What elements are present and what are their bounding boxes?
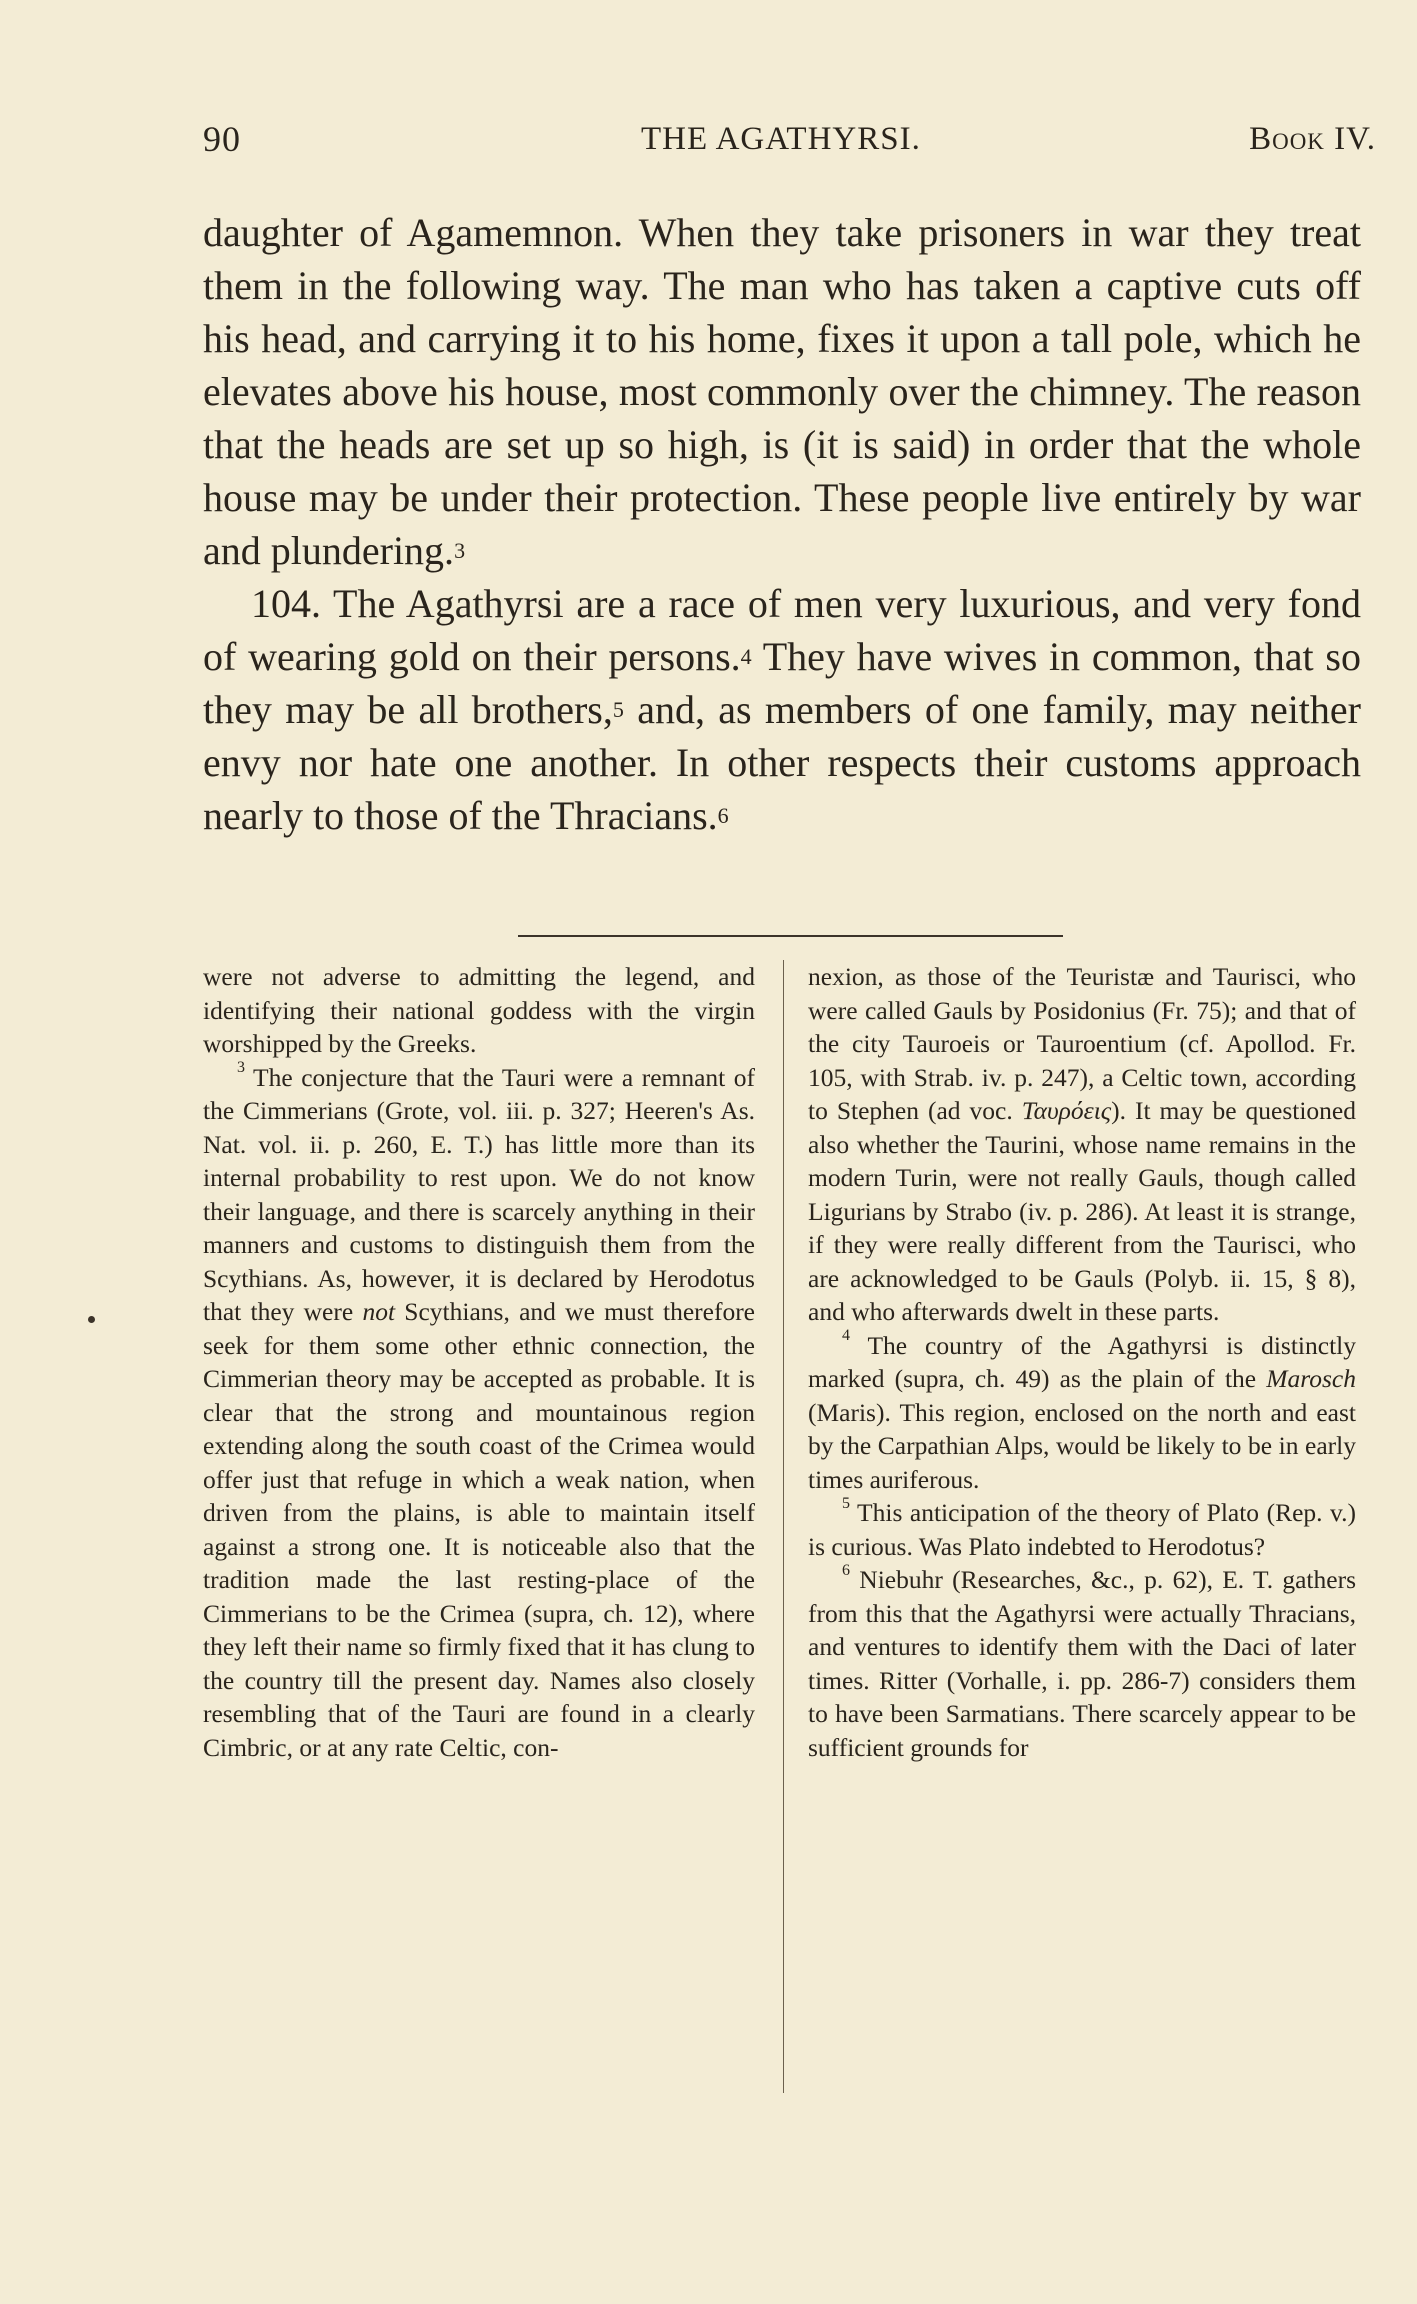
footnotes-right-column	[808, 960, 1356, 1764]
paragraph-104: 104. The Agathyrsi are a race of men very luxurious, and very fond of wearing gold on their persons.$^4$ They have wives in common, that so they may be all brothers,$^5$ and, as members of one family, may neither envy nor hate one another. In other respects their customs approach nearly to those of the Thracians.$^6$	[203, 581, 1361, 838]
paragraph-continuation: daughter of Agamemnon. When they take prisoners in war they treat them in the following way. The man who has taken a captive cuts off his head, and carrying it to his home, fixes it upon a tall pole, which he elevates above his house, most commonly over the chimney. The reason that the heads are set up so high, is (it is said) in order that the whole house may be under their protection. These people live entirely by war and plundering.$^3$	[203, 210, 1361, 573]
footnotes-left-column	[203, 960, 755, 1764]
greek-word: Ταυρόεις	[1021, 1096, 1112, 1125]
footnote-3: $^3$ The conjecture that the Tauri were a remnant of the Cimmerians (Grote, vol. iii. p. 327; Heeren's As. Nat. vol. ii. p. 260, E. T.) has little more than its internal probability to rest upon. We do not know their language, and there is scarcely anything in their manners and customs to distinguish them from the Scythians. As, however, it is declared by Herodotus that they were not Scythians, and we must therefore seek for them some other ethnic connection, the Cimmerian theory may be accepted as probable. It is clear that the strong and mountainous region extending along the south coast of the Crimea would offer just that refuge in which a weak nation, when driven from the plains, is able to maintain itself against a strong one. It is noticeable also that the tradition made the last resting-place of the Cimmerians to be the Crimea (supra, ch. 12), where they left their name so firmly fixed that it has clung to the country till the present day. Names also closely resembling that of the Tauri are found in a clearly Cimbric, or at any rate Celtic, con-	[203, 1059, 756, 1762]
column-divider	[783, 960, 784, 2093]
footnote-ref-5: 5	[612, 697, 624, 722]
footnote-number-3: 3	[237, 1059, 245, 1076]
margin-dot	[88, 1316, 95, 1323]
book-label: Book IV.	[1249, 121, 1376, 157]
footnote-number-4: 4	[842, 1327, 850, 1344]
running-header	[203, 118, 1376, 162]
footnote-ref-6: 6	[717, 803, 729, 828]
footnote-ref-4: 4	[740, 644, 752, 669]
main-text	[203, 206, 1361, 842]
footnote-ref-3: 3	[454, 538, 466, 563]
footnote-6: $^6$ Niebuhr (Researches, &c., p. 62), E. T. gathers from this that the Agathyrsi were actually Thracians, and ventures to identify them with the Daci of later times. Ritter (Vorhalle, i. pp. 286-7) considers them to have been Sarmatians. There scarcely appear to be sufficient grounds for	[808, 1561, 1356, 1762]
footnote-5: $^5$ This anticipation of the theory of Plato (Rep. v.) is curious. Was Plato indebted to Herodotus?	[808, 1494, 1356, 1561]
footnote-4: $^4$ The country of the Agathyrsi is distinctly marked (supra, ch. 49) as the plain of the Marosch (Maris). This region, enclosed on the north and east by the Carpathian Alps, would be likely to be in early times auriferous.	[808, 1327, 1356, 1494]
footnote-number-6: 6	[842, 1561, 850, 1579]
footnote-number-5: 5	[842, 1494, 850, 1512]
footnote-separator	[518, 935, 1063, 937]
footnote-continuation: were not adverse to admitting the legend, and identifying their national goddess with the virgin worshipped by the Greeks.	[203, 962, 755, 1058]
page-number: 90	[203, 119, 241, 159]
running-title: THE AGATHYRSI.	[641, 121, 921, 157]
footnote-3-continuation: nexion, as those of the Teuristæ and Taurisci, who were called Gauls by Posidonius (Fr. 75); and that of the city Tauroeis or Tauroentium (cf. Apollod. Fr. 105, with Strab. iv. p. 247), a Celtic town, according to Stephen (ad voc. Ταυρόεις). It may be questioned also whether the Taurini, whose name remains in the modern Turin, were not really Gauls, though called Ligurians by Strabo (iv. p. 286). At least it is strange, if they were really different from the Taurisci, who are acknowledged to be Gauls (Polyb. ii. 15, § 8), and who afterwards dwelt in these parts.	[808, 962, 1356, 1326]
